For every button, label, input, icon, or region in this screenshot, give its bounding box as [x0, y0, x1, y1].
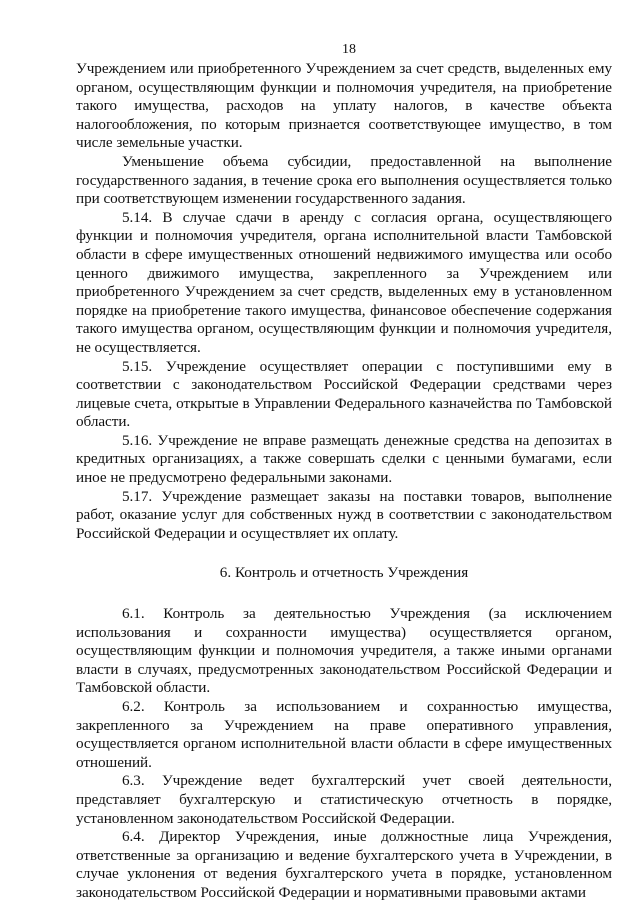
paragraph-6-1: 6.1. Контроль за деятельностью Учреждения (за исключением использования и сохранности имущества) осуществляется органом, осуществляющим функции и полномочия учредителя, а также иными органами власти в случаях, предусмотренных законодательством Российской Федерации и Тамбовской области. [76, 605, 612, 697]
paragraph-6-2: 6.2. Контроль за использованием и сохранностью имущества, закрепленного за Учреждением на праве оперативного управления, осуществляется органом исполнительной власти области в сфере имущественных отношений. [76, 698, 612, 771]
paragraph-5-14: 5.14. В случае сдачи в аренду с согласия органа, осуществляющего функции и полномочия учредителя, органа исполнительной власти Тамбовской области в сфере имущественных отношений недвижимого имущества или особо ценного движимого имущества, закрепленного за Учреждением или приобретенного Учреждением за счет средств, выделенных ему в установленном порядке на приобретение такого имущества, финансовое обеспечение содержания такого имущества органом, осуществляющим функции и полномочия учредителя, не осуществляется. [76, 208, 612, 356]
paragraph-6-3: 6.3. Учреждение ведет бухгалтерский учет своей деятельности, представляет бухгалтерскую и статистическую отчетность в порядке, установленном законодательством Российской Федерации. [76, 772, 612, 827]
paragraph-5-16: 5.16. Учреждение не вправе размещать денежные средства на депозитах в кредитных организациях, а также совершать сделки с ценными бумагами, если иное не предусмотрено федеральными законами. [76, 431, 612, 487]
page-number: 18 [342, 42, 356, 57]
paragraph-5-17: 5.17. Учреждение размещает заказы на поставки товаров, выполнение работ, оказание услуг для собственных нужд в соответствии с законодательством Российской Федерации и осуществляет их оплату. [76, 487, 612, 542]
paragraph-subsidy-reduction: Уменьшение объема субсидии, предоставленной на выполнение государственного задания, в течение срока его выполнения осуществляется только при соответствующем изменении государственного задания. [76, 152, 612, 208]
paragraph-6-4: 6.4. Директор Учреждения, иные должностные лица Учреждения, ответственные за организацию и ведение бухгалтерского учета в Учреждении, в случае уклонения от ведения бухгалтерского учета в порядке, установленном законодательством Российской Федерации и нормативными правовыми актами [76, 828, 612, 901]
paragraph-continuation: Учреждением или приобретенного Учреждением за счет средств, выделенных ему органом, осуществляющим функции и полномочия учредителя, на приобретение такого имущества, расходов на уплату налогов, в качестве объекта налогообложения, по которым признается соответствующее имущество, в том числе земельные участки. [76, 60, 612, 152]
section-heading: 6. Контроль и отчетность Учреждения [219, 564, 469, 582]
paragraph-5-15: 5.15. Учреждение осуществляет операции с поступившими ему в соответствии с законодательством Российской Федерации средствами через лицевые счета, открытые в Управлении Федерального казначейства по Тамбовской области. [76, 357, 612, 431]
